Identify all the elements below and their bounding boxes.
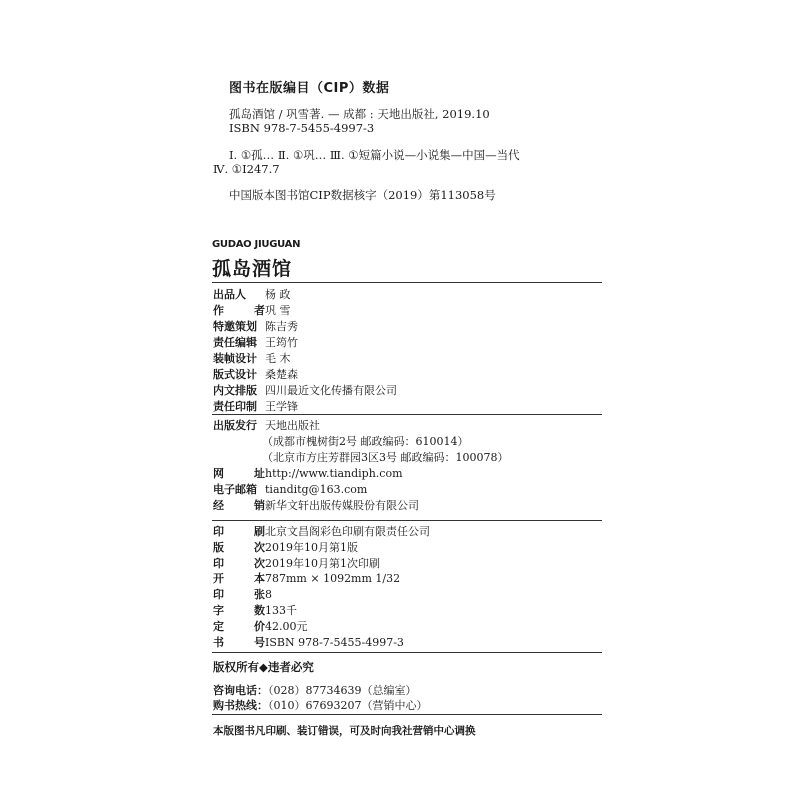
label-char: 数 — [254, 604, 265, 617]
print-row-value: 2019年10月第1版 — [265, 540, 358, 554]
label-char: 经 — [213, 499, 224, 512]
print-row-value: 787mm × 1092mm 1/32 — [265, 572, 401, 586]
credit-row-label: 出品人 — [213, 288, 246, 301]
label-char: 刷 — [254, 525, 265, 538]
cip-isbn-line: ISBN 978-7-5455-4997-3 — [229, 121, 375, 135]
inquiry-phone-row — [213, 682, 416, 698]
cip-record-number: 中国版本图书馆CIP数据核字（2019）第113058号 — [229, 188, 496, 202]
divider — [212, 414, 602, 415]
website-row — [213, 466, 403, 482]
distributor-row — [213, 498, 419, 514]
credit-row-value: 王学锋 — [265, 400, 298, 413]
email-address[interactable]: tianditg@163.com — [265, 483, 368, 496]
label-char: 次 — [254, 540, 265, 554]
print-row — [213, 524, 430, 540]
email-row — [213, 482, 367, 498]
credit-row-label: 版式设计 — [213, 368, 257, 381]
label-char: 者 — [254, 304, 265, 317]
print-row-value: 2019年10月第1次印刷 — [265, 556, 380, 570]
credit-row — [213, 399, 298, 415]
credit-row-value: 陈吉秀 — [265, 320, 298, 333]
print-row — [213, 556, 380, 572]
label-char: 本 — [254, 572, 265, 586]
label-char: 销 — [254, 499, 265, 512]
label-char: 版 — [213, 540, 224, 554]
label-char: 张 — [254, 588, 265, 602]
credit-row-value: 王筠竹 — [265, 336, 298, 349]
divider — [212, 520, 602, 521]
publisher-address-chengdu: （成都市槐树街2号 邮政编码：610014） — [262, 435, 469, 448]
credit-row-label: 装帧设计 — [213, 352, 257, 365]
print-row — [213, 635, 404, 651]
distributor-label — [213, 498, 265, 514]
replacement-notice: 本版图书凡印刷、装订错误，可及时向我社营销中心调换 — [213, 725, 476, 737]
credit-row-value: 桑楚森 — [265, 368, 298, 381]
credit-row — [213, 303, 291, 319]
label-char: 次 — [254, 556, 265, 570]
divider — [212, 652, 602, 653]
cip-subject-line: Ⅰ. ①孤… Ⅱ. ①巩… Ⅲ. ①短篇小说—小说集—中国—当代 — [229, 148, 520, 162]
credit-row-label — [213, 303, 265, 319]
credit-row-value: 巩 雪 — [265, 304, 291, 317]
print-row-label — [213, 540, 265, 556]
credit-row — [213, 351, 291, 367]
divider — [212, 714, 602, 715]
print-row-value: 8 — [265, 588, 272, 602]
publisher-address-beijing: （北京市方庄芳群园3区3号 邮政编码：100078） — [262, 451, 509, 464]
print-row-label — [213, 603, 265, 619]
print-row-value: 133千 — [265, 604, 297, 617]
print-row — [213, 571, 400, 587]
print-row-value: ISBN 978-7-5455-4997-3 — [265, 635, 404, 649]
publisher-label: 出版发行 — [213, 419, 257, 432]
divider — [212, 282, 602, 283]
website-label — [213, 466, 265, 482]
label-char: 印 — [213, 556, 224, 570]
inquiry-phone-number: （028）87734639（总编室） — [268, 684, 417, 697]
sales-phone-label: 购书热线： — [213, 699, 268, 712]
credit-row — [213, 383, 397, 399]
credit-row-value: 四川最近文化传播有限公司 — [265, 384, 397, 397]
inquiry-phone-label: 咨询电话： — [213, 684, 268, 697]
print-row — [213, 540, 358, 556]
label-char: 定 — [213, 619, 224, 633]
cip-bibliographic-line: 孤岛酒馆 / 巩雪著. — 成都 : 天地出版社, 2019.10 — [229, 107, 490, 121]
label-char: 价 — [254, 619, 265, 633]
print-row-label — [213, 524, 265, 540]
credit-row-value: 毛 木 — [265, 352, 291, 365]
credit-row-value: 杨 政 — [265, 288, 291, 301]
sales-phone-row — [213, 697, 427, 713]
email-label: 电子邮箱 — [213, 483, 257, 496]
credit-row-label: 责任编辑 — [213, 336, 257, 349]
website-url[interactable]: http://www.tiandiph.com — [265, 467, 403, 480]
copyright-notice: 版权所有◆违者必究 — [213, 660, 314, 674]
cip-classification-line: Ⅳ. ①I247.7 — [213, 162, 280, 176]
sales-phone-number: （010）67693207（营销中心） — [268, 699, 428, 712]
credit-row — [213, 319, 298, 335]
credit-row — [213, 335, 298, 351]
distributor-name: 新华文轩出版传媒股份有限公司 — [265, 499, 419, 512]
print-row-label — [213, 587, 265, 603]
label-char: 址 — [254, 467, 265, 480]
label-char: 印 — [213, 588, 224, 602]
label-char: 印 — [213, 525, 224, 538]
label-char: 开 — [213, 572, 224, 586]
label-char: 书 — [213, 635, 224, 649]
cip-heading: 图书在版编目（CIP）数据 — [229, 81, 390, 96]
credit-row — [213, 367, 298, 383]
print-row-label — [213, 556, 265, 572]
print-row — [213, 619, 308, 635]
print-row-value: 北京文昌阁彩色印刷有限责任公司 — [265, 525, 430, 538]
label-char: 作 — [213, 304, 224, 317]
print-row-label — [213, 635, 265, 651]
credit-row-label: 特邀策划 — [213, 320, 257, 333]
credit-row-label: 责任印制 — [213, 400, 257, 413]
label-char: 号 — [254, 635, 265, 649]
publisher-name: 天地出版社 — [265, 419, 320, 432]
print-row — [213, 587, 272, 603]
publisher-row — [213, 418, 320, 434]
label-char: 网 — [213, 467, 224, 480]
print-row-value: 42.00元 — [265, 619, 308, 633]
credit-row-label: 内文排版 — [213, 384, 257, 397]
print-row-label — [213, 571, 265, 587]
book-title-pinyin: GUDAO JIUGUAN — [212, 239, 301, 250]
book-title: 孤岛酒馆 — [212, 258, 293, 280]
credit-row — [213, 287, 291, 303]
print-row-label — [213, 619, 265, 635]
label-char: 字 — [213, 604, 224, 617]
print-row — [213, 603, 297, 619]
